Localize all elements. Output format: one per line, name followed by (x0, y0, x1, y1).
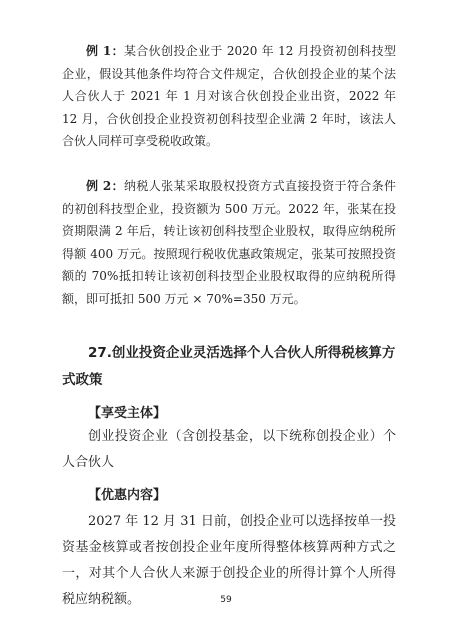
example-2-text: 纳税人张某采取股权投资方式直接投资于符合条件的初创科技型企业，投资额为 500 万元。2022 年，张某在投资期限满 2 年后，转让该初创科技型企业股权，取得应纳税所得额 400 万元。按照现行税收优惠政策规定，张某可按照投资额的 70%抵扣转让该初创科技型企业股权取得的应纳税所得额，即可抵扣 500 万元 × 70%=350 万元。 (62, 179, 396, 306)
example-1-paragraph (62, 40, 396, 153)
example-2-label: 例 2： (86, 179, 125, 193)
example-1-text: 某合伙创投企业于 2020 年 12 月投资初创科技型企业，假设其他条件均符合文件规定，合伙创投企业的某个法人合伙人于 2021 年 1 月对该合伙创投企业出资，2022 年 12 月，合伙创投企业投资初创科技型企业满 2 年时，该法人合伙人同样可享受税收政策。 (62, 44, 396, 148)
content-text: 2027 年 12 月 31 日前，创投企业可以选择按单一投资基金核算或者按创投企业年度所得整体核算两种方式之一，对其个人合伙人来源于创投企业的所得计算个人所得税应纳税额。 (62, 514, 396, 607)
example-1-label: 例 1： (86, 44, 124, 58)
section-heading: 27.创业投资企业灵活选择个人合伙人所得税核算方式政策 (62, 345, 396, 388)
content-label: 【优惠内容】 (88, 488, 167, 503)
example-2-paragraph (62, 175, 396, 310)
subject-label: 【享受主体】 (88, 406, 167, 421)
subject-text: 创业投资企业（含创投基金，以下统称创投企业）个人合伙人 (62, 429, 396, 470)
page-number: 59 (220, 595, 232, 605)
